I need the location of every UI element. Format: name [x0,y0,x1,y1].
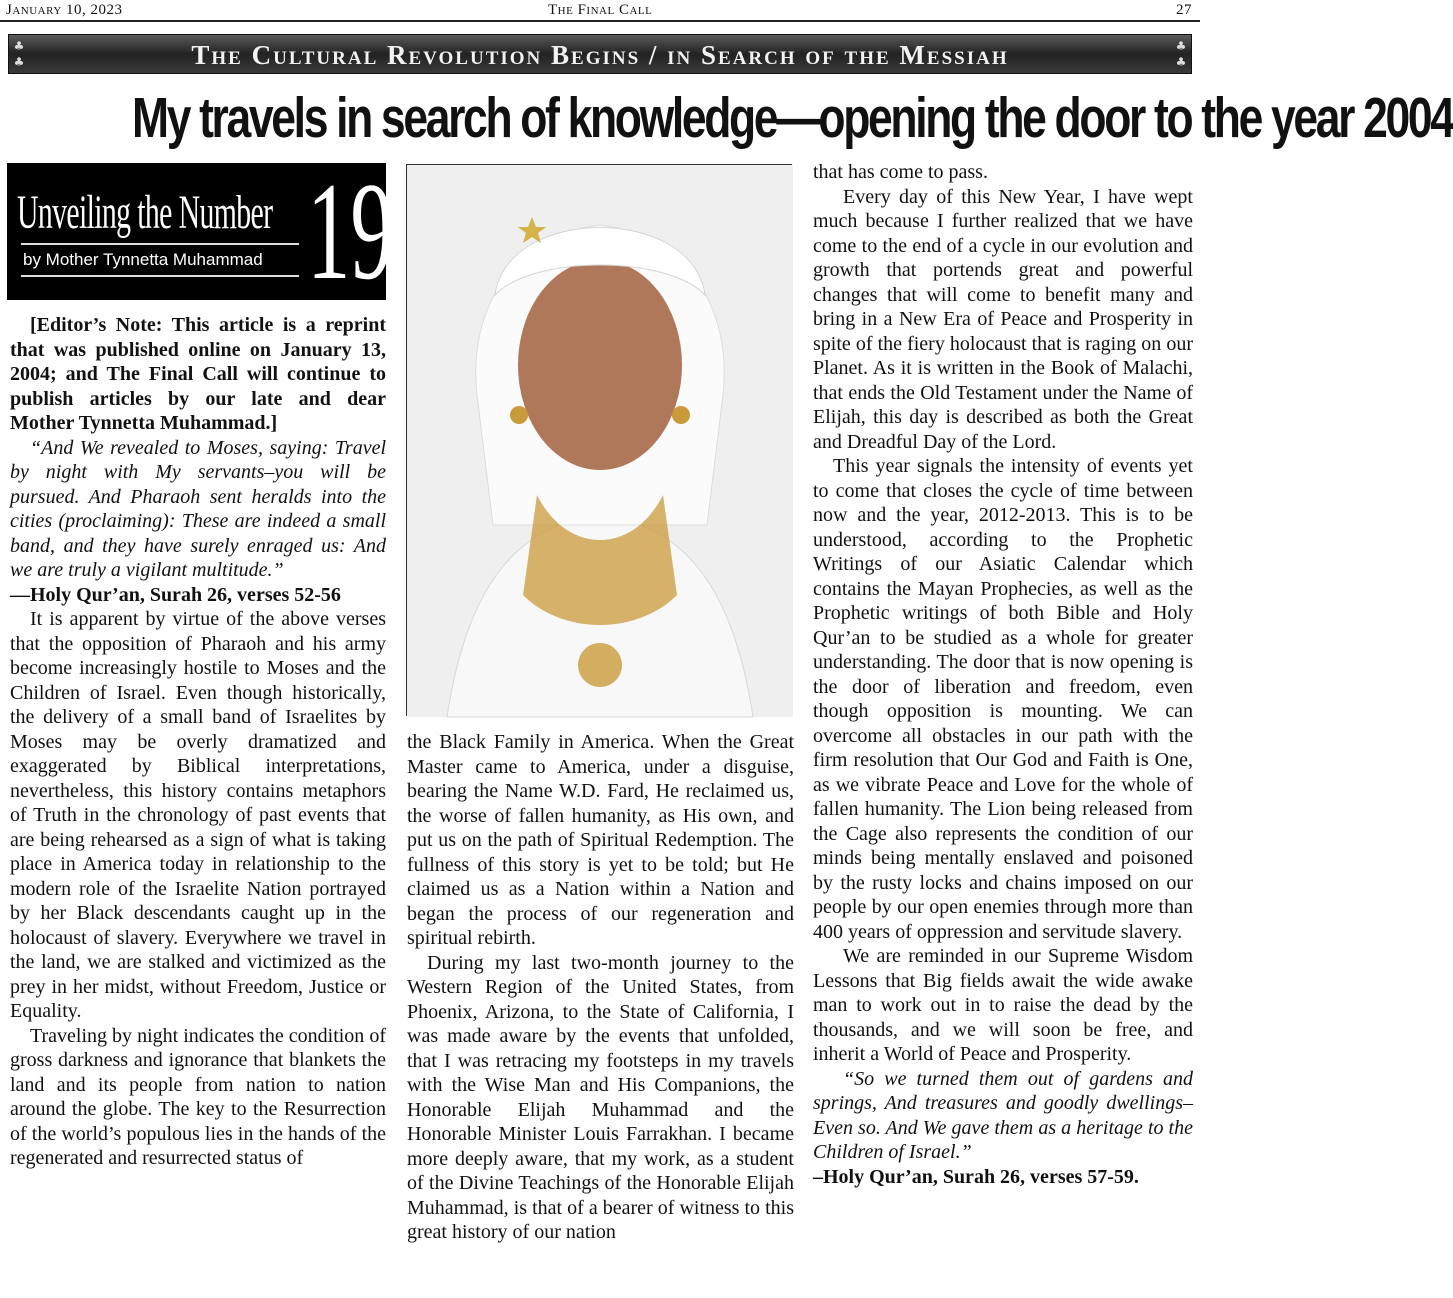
article-paragraph: This year signals the intensity of events yet to come that closes the cycle of time between now and the year, 2012-2013. This is to be understood, according to the Prophetic Writings of our Asiatic Calendar which contains the Mayan Prophecies, as well as the Prophetic writings of both Bible and Holy Qur’an to be studied as a whole for greater understanding. The door that is now opening is the door of liberation and freedom, even though opposition is mounting. We can overcome all obstacles in our path with the firm resolution that Our God and Faith is One, as we vibrate Peace and Love for the whole of fallen humanity. The Lion being released from the Cage also represents the condition of our minds being mentally enslaved and poisoned by the rusty locks and chains imposed on our people by our open enemies through more than 400 years of oppression and servitude slavery. [813,455,1193,943]
closing-quote: “So we turned them out of gardens and springs, And treasures and goodly dwellings–Even so. And We gave them as a heritage to the Children of Israel.” [813,1067,1193,1163]
column-title: Unveiling the Number [17,186,273,239]
ornament-icon: ♣ ♣ [13,39,25,69]
column-number: 19 [307,154,394,309]
quote-citation: —Holy Qur’an, Surah 26, verses 52-56 [10,583,341,606]
issue-date: January 10, 2023 [6,2,123,18]
section-banner [8,34,1192,74]
portrait-photo-icon [407,165,793,717]
portrait-photo [406,164,792,716]
headline: My travels in search of knowledge—opening the door to the year 2004 [132,86,1453,150]
logo-divider [21,275,299,277]
article-column-3 [813,160,1193,1189]
article-column-1 [10,313,386,1171]
banner-text: The Cultural Revolution Begins / in Search of the Messiah [191,40,1009,70]
ornament-icon: ♣ ♣ [1175,39,1187,69]
column-logo [7,154,394,309]
article-paragraph: the Black Family in America. When the Great Master came to America, under a disguise, bearing the Name W.D. Fard, He reclaimed us, the worse of fallen humanity, as His own, and put us on the path of Spiritual Redemption. The fullness of this story is yet to be told; but He claimed us as a Nation within a Nation and began the process of our regeneration and spiritual rebirth. [407,731,794,949]
header-rule [0,20,1200,22]
page-number: 27 [1176,2,1192,18]
logo-divider [21,243,299,245]
article-paragraph: that has come to pass. [813,161,988,183]
article-paragraph: It is apparent by virtue of the above verses that the opposition of Pharaoh and his army become increasingly hostile to Moses and the Children of Israel. Even though historically, the delivery of a small band of Israelites by Moses may be overly dramatized and exaggerated by Biblical interpretations, nevertheless, this history contains metaphors of Truth in the chronology of past events that are being rehearsed as a sign of what is taking place in America today in relationship to the modern role of the Israelite Nation portrayed by her Black descendants caught up in the holocaust of slavery. Everywhere we travel in the land, we are stalked and victimized as the prey in her midst, without Freedom, Justice or Equality. [10,608,386,1022]
closing-citation: –Holy Qur’an, Surah 26, verses 57-59. [813,1165,1139,1188]
editors-note: [Editor’s Note: This article is a reprint that was published online on January 13, 2004; and The Final Call will continue to publish articles by our late and dear Mother Tynnetta Muhammad.] [10,314,386,434]
article-paragraph: Every day of this New Year, I have wept much because I further realized that we have come to the end of a cycle in our evolution and growth that portends great and powerful changes that will come to benefit many and bring in a New Era of Peace and Prosperity in spite of the fiery holocaust that is raging on our Planet. As it is written in the Book of Malachi, that ends the Old Testament under the Name of Elijah, this day is described as both the Great and Dreadful Day of the Lord. [813,185,1193,453]
article-paragraph: During my last two-month journey to the Western Region of the United States, from Phoenix, Arizona, to the State of California, I was made aware by the events that unfolded, that I was retracing my footsteps in my travels with the Wise Man and His Companions, the Honorable Elijah Muhammad and the Honorable Minister Louis Farrakhan. I became more deeply aware, that my work, as a student of the Divine Teachings of the Honorable Elijah Muhammad, is that of a bearer of witness to this great history of our nation [407,951,794,1243]
opening-quote: “And We revealed to Moses, saying: Travel by night with My servants–you will be pursued. And Pharaoh sent heralds into the cities (proclaiming): These are indeed a small band, and they have surely enraged us: And we are truly a vigilant multitude.” [10,436,386,581]
paper-name: The Final Call [548,2,653,18]
article-paragraph: Traveling by night indicates the condition of gross darkness and ignorance that blankets the land and its people from nation to nation around the globe. The key to the Resurrection of the world’s populous lies in the hands of the regenerated and resurrected status of [10,1024,386,1169]
page-header [0,0,1200,20]
article-paragraph: We are reminded in our Supreme Wisdom Lessons that Big fields await the wide awake man to work out in to raise the dead by the thousands, and we will soon be free, and inherit a World of Peace and Prosperity. [813,945,1193,1065]
article-column-2 [407,730,794,1245]
column-byline: by Mother Tynnetta Muhammad [23,250,263,269]
